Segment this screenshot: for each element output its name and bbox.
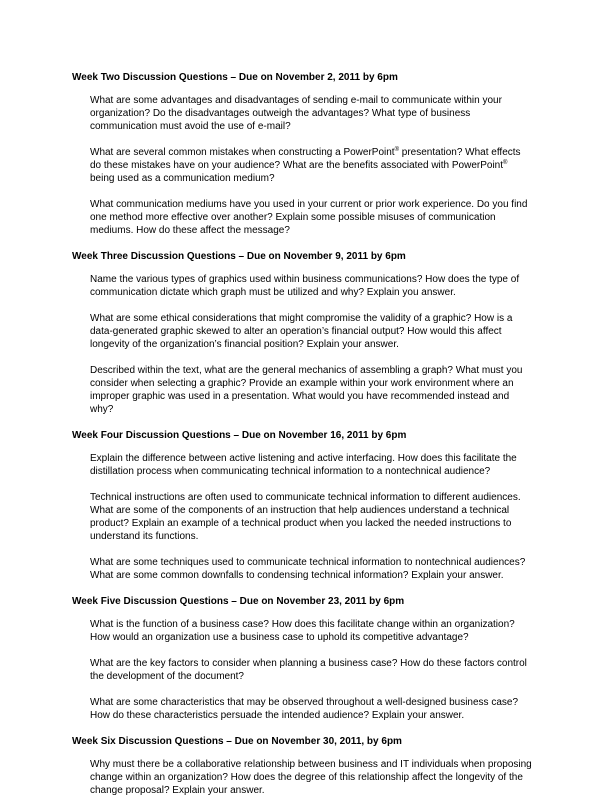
discussion-question: Name the various types of graphics used within business communications? How does the type of communication dictate which graph must be utilized and why? Explain you answer. <box>90 274 520 298</box>
discussion-question: What are some ethical considerations that might compromise the validity of a graphic? How is a data-generated graphic skewed to alter an operation’s financial output? How would this affect longevity of the organization’s financial position? Explain your answer. <box>90 313 513 350</box>
week-two-section <box>72 71 546 237</box>
week-six-section <box>72 735 546 797</box>
registered-mark: ® <box>503 160 508 166</box>
section-heading: Week Six Discussion Questions – Due on November 30, 2011, by 6pm <box>72 736 402 747</box>
section-heading: Week Five Discussion Questions – Due on November 23, 2011 by 6pm <box>72 596 405 607</box>
discussion-question: What are several common mistakes when constructing a PowerPoint® presentation? What effects do these mistakes have on your audience? What are the benefits associated with PowerPoint® being used as a communication medium? <box>90 147 521 184</box>
discussion-question: Why must there be a collaborative relationship between business and IT individuals when proposing change within an organization? How does the degree of this relationship affect the longevity of the change proposal? Explain your answer. <box>90 759 532 796</box>
week-three-section <box>72 250 546 416</box>
week-four-section <box>72 429 546 582</box>
discussion-question: What communication mediums have you used in your current or prior work experience. Do you find one method more effective over another? Explain some possible misuses of communication mediums. How do these affect the message? <box>90 199 528 236</box>
week-five-section <box>72 595 546 722</box>
registered-mark: ® <box>394 147 399 153</box>
discussion-question: Explain the difference between active listening and active interfacing. How does this facilitate the distillation process when communicating technical information to a nontechnical audience? <box>90 453 517 477</box>
discussion-question: What are some characteristics that may be observed throughout a well-designed business case? How do these characteristics persuade the intended audience? Explain your answer. <box>90 697 519 721</box>
discussion-question: What is the function of a business case? How does this facilitate change within an organization? How would an organization use a business case to uphold its competitive advantage? <box>90 619 515 643</box>
section-heading: Week Two Discussion Questions – Due on November 2, 2011 by 6pm <box>72 72 398 83</box>
discussion-question: What are some techniques used to communicate technical information to nontechnical audiences? What are some common downfalls to condensing technical information? Explain your answer. <box>90 557 526 581</box>
discussion-question: Described within the text, what are the general mechanics of assembling a graph? What must you consider when selecting a graphic? Provide an example within your work environment where an improper graphic was used in a presentation. What would you have recommended instead and why? <box>90 365 523 415</box>
discussion-question: What are some advantages and disadvantages of sending e-mail to communicate within your organization? Do the disadvantages outweigh the advantages? What type of business communication must avoid the use of e-mail? <box>90 95 502 132</box>
section-heading: Week Four Discussion Questions – Due on November 16, 2011 by 6pm <box>72 430 407 441</box>
discussion-question: What are the key factors to consider when planning a business case? How do these factors control the development of the document? <box>90 658 527 682</box>
section-heading: Week Three Discussion Questions – Due on November 9, 2011 by 6pm <box>72 251 406 262</box>
discussion-question: Technical instructions are often used to communicate technical information to different audiences. What are some of the components of an instruction that help audiences understand a technical product? Explain an example of a technical product when you lacked the needed instructions to understand its functions. <box>90 492 521 542</box>
